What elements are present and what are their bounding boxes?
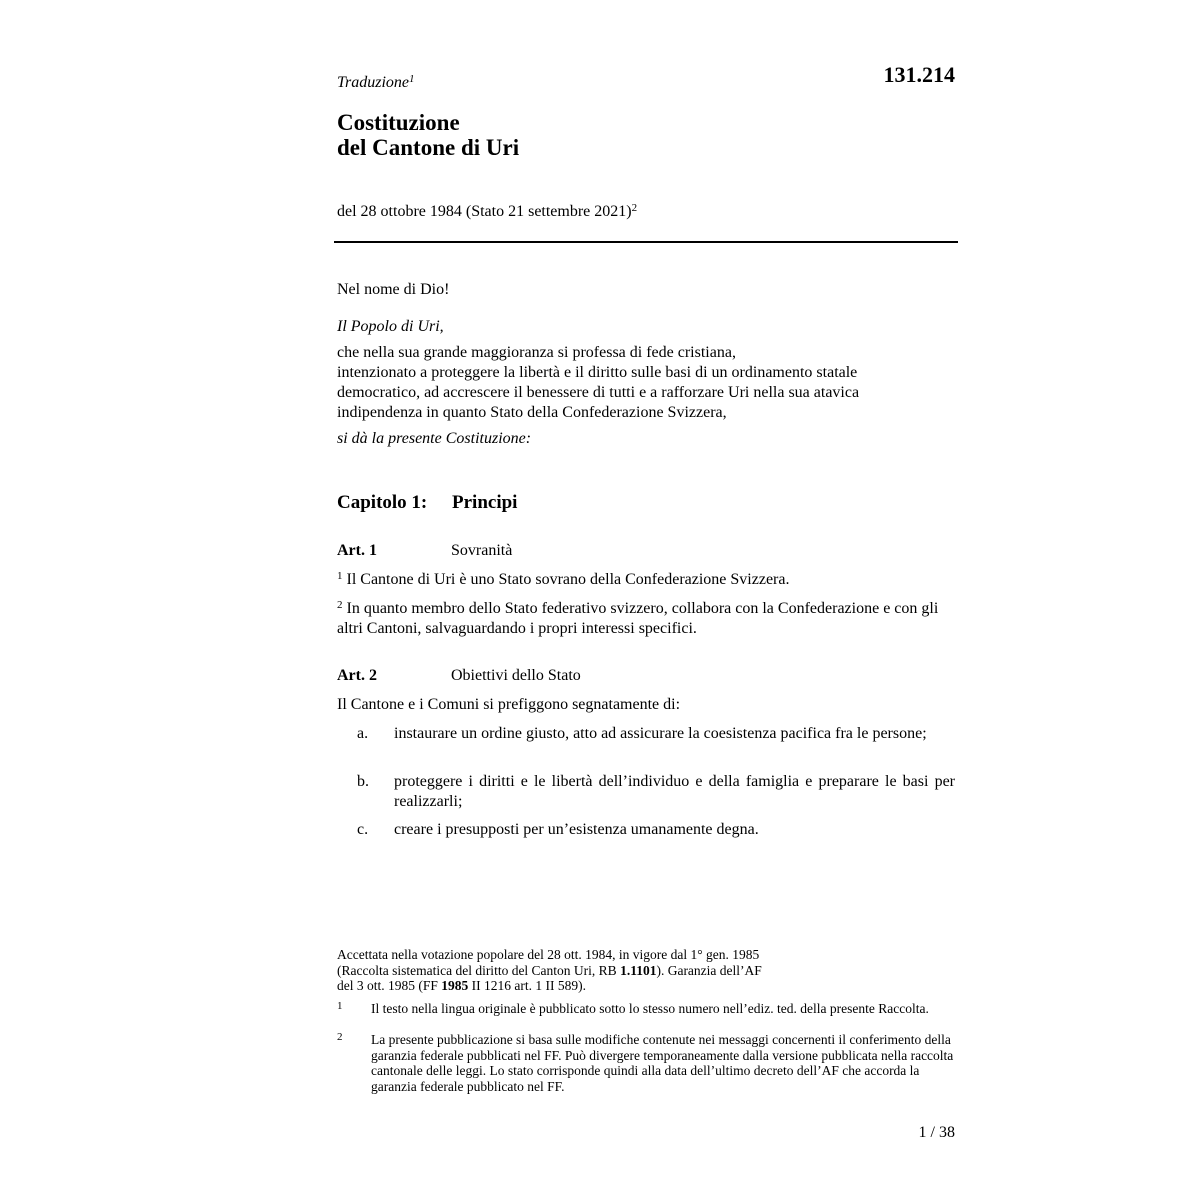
translation-label — [337, 74, 415, 92]
footnote-mark: 2 — [337, 1031, 343, 1043]
footnote-ref-2[interactable]: 2 — [631, 202, 638, 214]
chapter-title: Principi — [452, 492, 518, 513]
paragraph-text: In quanto membro dello Stato federativo svizzero, collabora con la Confederazione e con gli altri Cantoni, salvaguardando i propri interessi specifici. — [337, 600, 939, 637]
item-letter: c. — [357, 821, 369, 838]
document-number: 131.214 — [883, 62, 955, 87]
item-text: proteggere i diritti e le libertà dell’individuo e della famiglia e preparare le basi per realizzarli; — [394, 773, 955, 810]
rb-number: 1.1101 — [620, 962, 657, 978]
acceptance-text: II 1216 art. 1 II 589). — [468, 978, 586, 993]
chapter-heading — [337, 492, 517, 514]
item-text: instaurare un ordine giusto, atto ad assicurare la coesistenza pacifica fra le persone; — [394, 725, 927, 742]
translation-text: Traduzione — [337, 74, 410, 91]
article-1-title: Sovranità — [451, 542, 513, 559]
document-page — [337, 0, 955, 1200]
preamble-line: democratico, ad accrescere il benessere di tutti e a rafforzare Uri nella sua atavica — [337, 384, 860, 401]
article-2-item-b — [357, 772, 955, 812]
acceptance-note — [337, 947, 762, 994]
item-letter: a. — [357, 725, 369, 742]
paragraph-number: 2 — [337, 599, 343, 611]
acceptance-text: del 3 ott. 1985 (FF — [337, 978, 442, 993]
paragraph-text: Il Cantone di Uri è uno Stato sovrano della Confederazione Svizzera. — [346, 571, 790, 588]
preamble-body — [337, 343, 859, 423]
footnote-mark: 1 — [337, 1000, 343, 1012]
article-1-heading — [337, 542, 512, 560]
item-letter: b. — [357, 773, 369, 790]
article-1-paragraph-2 — [337, 599, 955, 639]
page-number: 1 / 38 — [918, 1124, 955, 1141]
article-1-number: Art. 1 — [337, 542, 377, 559]
article-2-heading — [337, 667, 581, 685]
preamble-invocation: Nel nome di Dio! — [337, 281, 450, 298]
preamble-people: Il Popolo di Uri, — [337, 318, 444, 335]
preamble-line: che nella sua grande maggioranza si professa di fede cristiana, — [337, 344, 736, 361]
title-line-1: Costituzione — [337, 110, 460, 135]
footnote-ref-1[interactable]: 1 — [409, 73, 415, 85]
chapter-number: Capitolo 1: — [337, 492, 428, 513]
date-line — [337, 203, 637, 221]
footnote-text: Il testo nella lingua originale è pubblicato sotto lo stesso numero nell’ediz. ted. della presente Raccolta. — [371, 1001, 929, 1016]
footnote-1 — [337, 1001, 955, 1017]
article-2-number: Art. 2 — [337, 667, 377, 684]
article-2-item-c — [357, 820, 955, 840]
paragraph-number: 1 — [337, 570, 343, 582]
preamble-closing: si dà la presente Costituzione: — [337, 430, 532, 447]
article-2-title: Obiettivi dello Stato — [451, 667, 581, 684]
acceptance-text: (Raccolta sistematica del diritto del Canton Uri, RB — [337, 962, 621, 978]
acceptance-line-2 — [337, 963, 762, 979]
document-title — [337, 110, 519, 160]
header-divider — [334, 241, 958, 243]
preamble-line: indipendenza in quanto Stato della Confederazione Svizzera, — [337, 404, 727, 421]
footnote-2 — [337, 1032, 955, 1094]
item-text: creare i presupposti per un’esistenza umanamente degna. — [394, 821, 759, 838]
acceptance-line-1: Accettata nella votazione popolare del 28 ott. 1984, in vigore dal 1° gen. 1985 — [337, 947, 760, 962]
article-2-item-a — [357, 724, 955, 744]
title-line-2: del Cantone di Uri — [337, 135, 520, 160]
preamble-line: intenzionato a proteggere la libertà e il diritto sulle basi di un ordinamento statale — [337, 364, 858, 381]
acceptance-line-3 — [337, 978, 762, 994]
article-1-paragraph-1 — [337, 570, 955, 590]
acceptance-text: ). Garanzia dell’AF — [656, 962, 762, 978]
ff-year: 1985 — [441, 978, 469, 993]
date-text: del 28 ottobre 1984 (Stato 21 settembre 2021) — [337, 203, 632, 220]
footnote-text: La presente pubblicazione si basa sulle modifiche contenute nei messaggi concernenti il conferimento della garanzia federale pubblicati nel FF. Può divergere temporaneamente dalla versione pubblicata nella raccolta cantonale delle leggi. Lo stato corrisponde quindi alla data dell’ultimo decreto dell’AF che accorda la garanzia federale pubblicato nel FF. — [371, 1032, 954, 1094]
article-2-intro: Il Cantone e i Comuni si prefiggono segnatamente di: — [337, 696, 681, 713]
